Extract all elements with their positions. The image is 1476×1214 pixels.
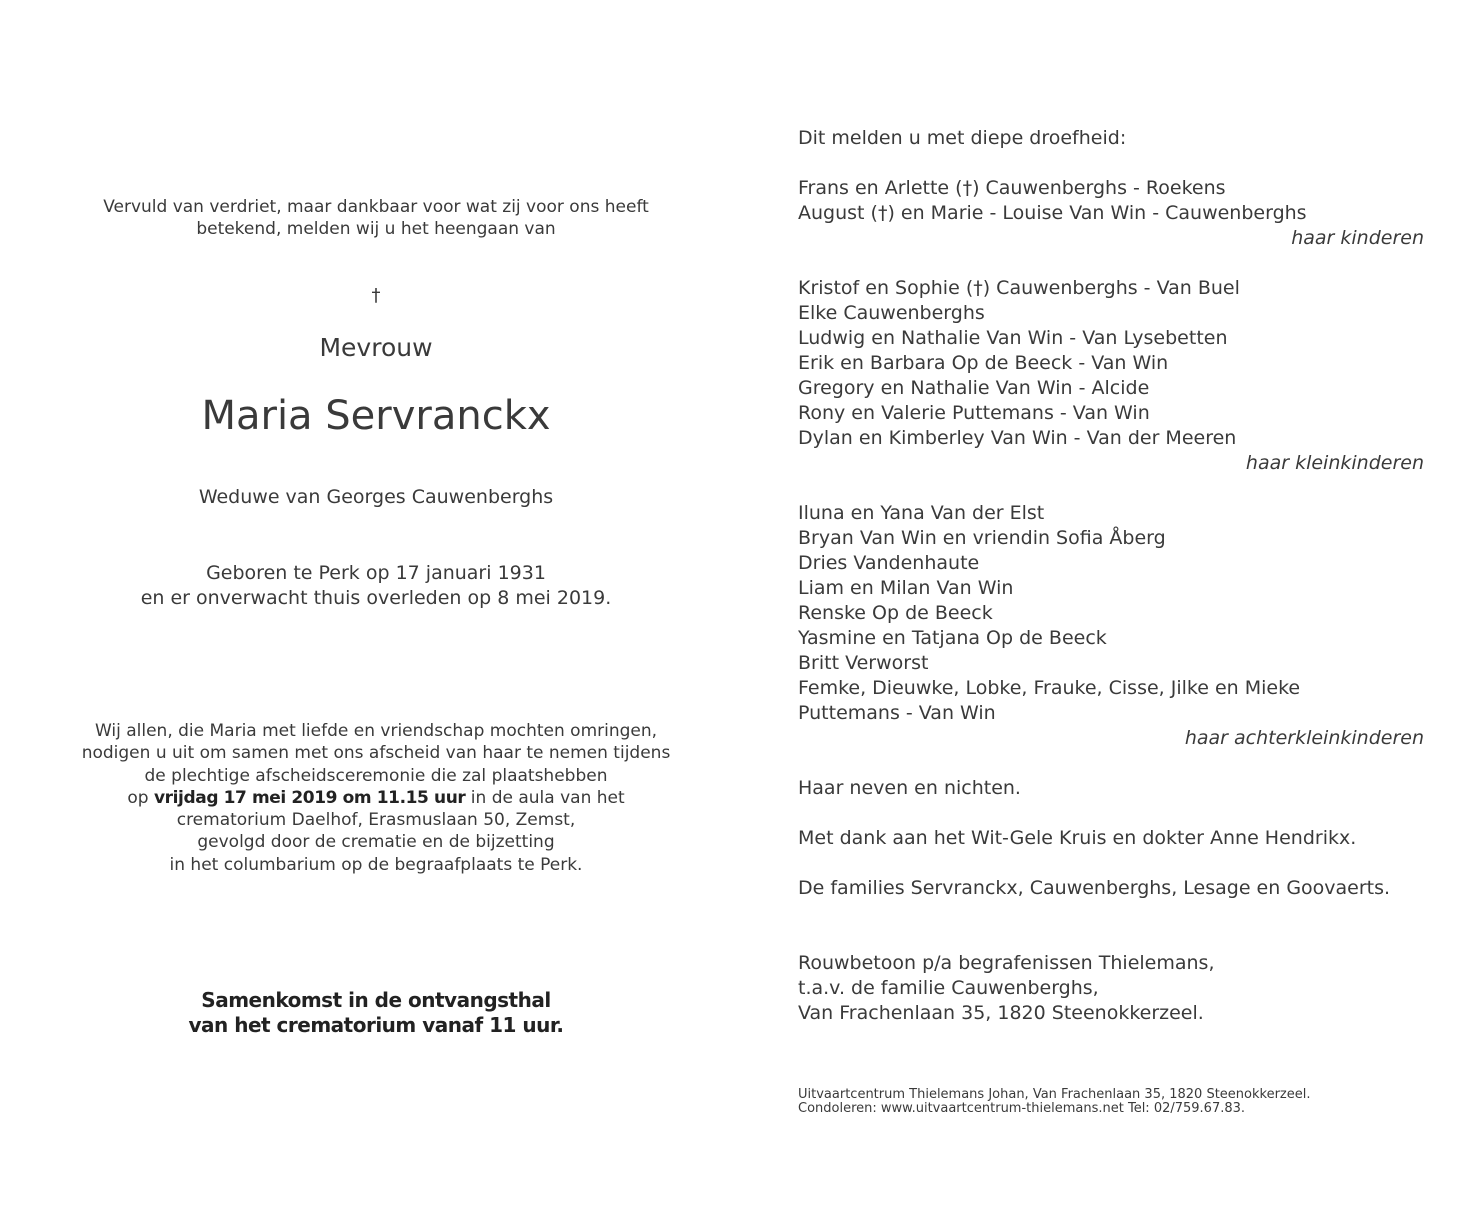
list-item: Britt Verworst xyxy=(798,652,929,674)
footer-line: Uitvaartcentrum Thielemans Johan, Van Frachenlaan 35, 1820 Steenokkerzeel. xyxy=(798,1087,1311,1102)
list-item: Yasmine en Tatjana Op de Beeck xyxy=(798,627,1107,649)
grandchildren-role: haar kleinkinderen xyxy=(1245,452,1424,474)
list-item: Dylan en Kimberley Van Win - Van der Meeren xyxy=(798,427,1237,449)
intro-text xyxy=(40,196,712,240)
list-item: Bryan Van Win en vriendin Sofia Åberg xyxy=(798,527,1166,549)
list-item: Iluna en Yana Van der Elst xyxy=(798,502,1045,524)
right-page xyxy=(798,126,1424,1026)
list-item: Renske Op de Beeck xyxy=(798,602,993,624)
address-line: Van Frachenlaan 35, 1820 Steenokkerzeel. xyxy=(798,1002,1204,1024)
list-item: Ludwig en Nathalie Van Win - Van Lysebetten xyxy=(798,327,1228,349)
invite-suffix: in de aula van het xyxy=(465,787,625,808)
greatgrandchildren-list xyxy=(798,501,1424,751)
invite-line: Wij allen, die Maria met liefde en vriendschap mochten omringen, xyxy=(94,721,658,741)
cousins-line: Haar neven en nichten. xyxy=(798,777,1021,799)
address-line: t.a.v. de familie Cauwenberghs, xyxy=(798,977,1099,999)
invite-line: nodigen u uit om samen met ons afscheid van haar te nemen tijdens xyxy=(81,743,671,764)
list-item: Kristof en Sophie (†) Cauwenberghs - Van Buel xyxy=(798,277,1240,299)
invite-prefix: op xyxy=(127,787,154,808)
death-line: en er onverwacht thuis overleden op 8 mei 2019. xyxy=(140,587,612,609)
list-item: Elke Cauwenberghs xyxy=(798,302,985,324)
gathering-line: van het crematorium vanaf 11 uur. xyxy=(188,1013,564,1037)
thanks-line: Met dank aan het Wit-Gele Kruis en dokter Anne Hendrikx. xyxy=(798,827,1357,849)
list-item: Puttemans - Van Win xyxy=(798,702,996,724)
life-dates xyxy=(40,561,712,611)
cross-icon: † xyxy=(371,285,381,306)
list-item: Frans en Arlette (†) Cauwenberghs - Roekens xyxy=(798,177,1226,199)
footer-line: Condoleren: www.uitvaartcentrum-thielemans.net Tel: 02/759.67.83. xyxy=(798,1101,1246,1116)
invite-line: de plechtige afscheidsceremonie die zal plaatshebben xyxy=(144,765,608,786)
invite-line: in het columbarium op de begraafplaats te Perk. xyxy=(169,854,583,875)
intro-line: Vervuld van verdriet, maar dankbaar voor wat zij voor ons heeft xyxy=(103,197,649,217)
announcement-heading: Dit melden u met diepe droefheid: xyxy=(798,127,1127,149)
children-list xyxy=(798,176,1424,251)
deceased-name: Maria Servranckx xyxy=(201,393,551,439)
list-item: August (†) en Marie - Louise Van Win - Cauwenberghs xyxy=(798,202,1307,224)
gathering-note xyxy=(40,988,712,1038)
ceremony-datetime: vrijdag 17 mei 2019 om 11.15 uur xyxy=(153,787,466,808)
greatgrandchildren-role: haar achterkleinkinderen xyxy=(1184,727,1424,749)
condolence-address xyxy=(798,951,1424,1026)
list-item: Liam en Milan Van Win xyxy=(798,577,1014,599)
invite-line: gevolgd door de crematie en de bijzetting xyxy=(197,832,555,853)
list-item: Gregory en Nathalie Van Win - Alcide xyxy=(798,377,1150,399)
list-item: Erik en Barbara Op de Beeck - Van Win xyxy=(798,352,1169,374)
left-page xyxy=(40,0,712,1214)
children-role: haar kinderen xyxy=(1291,227,1424,249)
invite-line xyxy=(40,787,712,809)
intro-line: betekend, melden wij u het heengaan van xyxy=(196,219,556,239)
widow-of: Weduwe van Georges Cauwenberghs xyxy=(198,486,554,508)
list-item: Dries Vandenhaute xyxy=(798,552,980,574)
funeral-home-footer xyxy=(798,1088,1424,1116)
address-line: Rouwbetoon p/a begrafenissen Thielemans, xyxy=(798,952,1215,974)
ceremony-invitation xyxy=(40,720,712,876)
invite-line: crematorium Daelhof, Erasmuslaan 50, Zemst, xyxy=(176,810,576,831)
gathering-line: Samenkomst in de ontvangsthal xyxy=(201,988,551,1012)
list-item: Femke, Dieuwke, Lobke, Frauke, Cisse, Jilke en Mieke xyxy=(798,677,1301,699)
families-line: De families Servranckx, Cauwenberghs, Lesage en Goovaerts. xyxy=(798,877,1391,899)
birth-line: Geboren te Perk op 17 januari 1931 xyxy=(206,562,546,584)
honorific: Mevrouw xyxy=(319,333,433,362)
list-item: Rony en Valerie Puttemans - Van Win xyxy=(798,402,1150,424)
grandchildren-list xyxy=(798,276,1424,476)
